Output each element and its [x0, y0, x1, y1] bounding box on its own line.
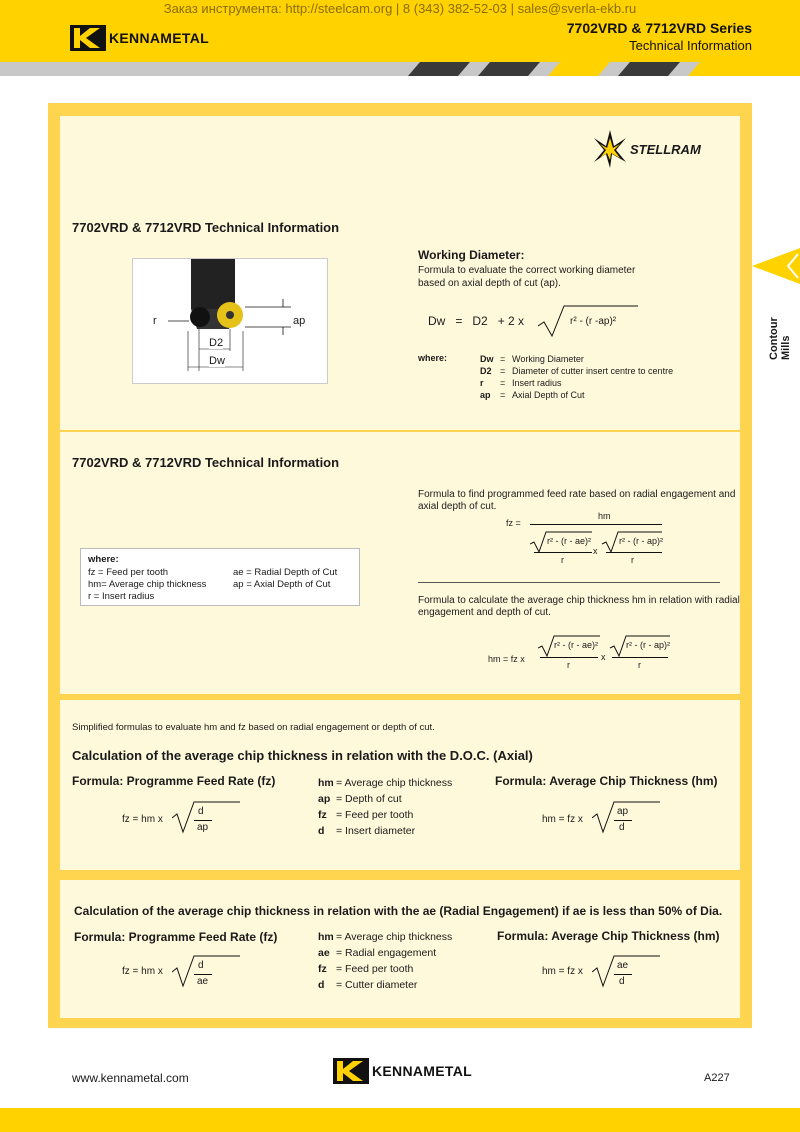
def-row	[318, 945, 452, 961]
def-desc: Diameter of cutter insert centre to centre	[512, 366, 674, 376]
den-r: r	[638, 660, 641, 670]
def-symbol: ae	[318, 947, 330, 959]
radial-right-formula: hm = fz x	[542, 966, 583, 977]
chip-desc-1: Formula to calculate the average chip thickness hm in relation with radial	[418, 595, 740, 606]
def-desc: = Radial engagement	[336, 947, 437, 959]
root-ap: r² - (r - ap)²	[626, 640, 670, 650]
kennametal-mark-icon	[333, 1058, 369, 1084]
divider	[418, 582, 720, 583]
side-tab-arrow	[752, 248, 800, 284]
diagram-ap-label: ap	[293, 315, 306, 327]
fraction-bar	[614, 974, 632, 975]
working-diameter-title: Working Diameter:	[418, 248, 525, 262]
simplified-intro: Simplified formulas to evaluate hm and fz based on radial engagement or depth of cut.	[72, 722, 435, 733]
stellram-logo	[592, 128, 701, 170]
radial-right-head: Formula: Average Chip Thickness (hm)	[497, 929, 720, 943]
where-left-defs	[88, 567, 206, 603]
stellram-label: STELLRAM	[630, 141, 701, 157]
brand-name: KENNAMETAL	[109, 30, 209, 46]
fz-label: fz =	[506, 518, 521, 528]
formula-eq: =	[455, 314, 463, 328]
where-def: fz = Feed per tooth	[88, 567, 169, 578]
def-row	[480, 365, 673, 377]
def-desc: = Insert diameter	[336, 825, 416, 837]
fraction-bar	[606, 552, 662, 553]
radial-left-formula: fz = hm x	[122, 966, 163, 977]
times-sign: x	[593, 546, 598, 556]
def-desc: = Cutter diameter	[336, 979, 418, 991]
axial-left-head: Formula: Programme Feed Rate (fz)	[72, 774, 276, 788]
footer-brand: KENNAMETAL	[372, 1063, 472, 1079]
footer-bar	[0, 1108, 800, 1132]
working-desc-1: Formula to evaluate the correct working diameter	[418, 265, 636, 276]
radial-left-den: ae	[197, 976, 209, 987]
fraction-bar	[194, 820, 212, 821]
def-row	[318, 775, 452, 791]
def-desc: = Average chip thickness	[336, 931, 453, 943]
def-symbol: fz	[318, 809, 327, 821]
radial-right-den: d	[619, 976, 625, 987]
where-right-defs	[233, 567, 337, 591]
den-r: r	[567, 660, 570, 670]
def-eq: =	[500, 378, 506, 388]
axial-title: Calculation of the average chip thickness in relation with the D.O.C. (Axial)	[72, 748, 533, 763]
def-eq: =	[500, 366, 506, 376]
def-symbol: r	[480, 378, 484, 388]
def-symbol: d	[318, 979, 325, 991]
where-def: hm= Average chip thickness	[88, 579, 207, 590]
axial-left-den: ap	[197, 822, 209, 833]
den-r: r	[561, 555, 564, 565]
where-box-label: where:	[88, 554, 119, 565]
fraction-bar	[194, 974, 212, 975]
diagram-r-label: r	[153, 315, 157, 327]
def-symbol: Dw	[480, 354, 494, 364]
def-desc: Working Diameter	[512, 354, 584, 364]
def-desc: = Average chip thickness	[336, 777, 453, 789]
where-label: where:	[418, 353, 448, 363]
def-symbol: hm	[318, 777, 334, 789]
radial-title: Calculation of the average chip thickness in relation with the ae (Radial Engagement) if ae is less than 50% of Dia.	[74, 904, 723, 918]
root-ae: r² - (r - ae)²	[547, 536, 591, 546]
diagram-dw-label: Dw	[209, 355, 225, 367]
side-tab-label: Contour Mills	[768, 317, 792, 360]
insert-diagram	[132, 258, 328, 384]
working-diameter-formula	[428, 314, 524, 328]
working-desc-2: based on axial depth of cut (ap).	[418, 278, 561, 289]
axial-right-head: Formula: Average Chip Thickness (hm)	[495, 774, 718, 788]
def-desc: = Depth of cut	[336, 793, 402, 805]
formula-d2: D2	[472, 314, 488, 328]
def-row	[480, 389, 673, 401]
footer-url[interactable]: www.kennametal.com	[72, 1071, 189, 1085]
axial-left-formula: fz = hm x	[122, 814, 163, 825]
chip-desc-2: engagement and depth of cut.	[418, 607, 551, 618]
series-subtitle: Technical Information	[629, 38, 752, 53]
def-row	[318, 807, 452, 823]
feed-desc-2: axial depth of cut.	[418, 501, 497, 512]
def-row	[318, 791, 452, 807]
feed-fraction-bar	[530, 524, 662, 525]
root-ap: r² - (r - ap)²	[619, 536, 663, 546]
feed-desc-1: Formula to find programmed feed rate based on radial engagement and	[418, 489, 736, 500]
formula-plus: + 2 x	[497, 314, 525, 328]
hm-numerator: hm	[598, 511, 611, 521]
def-symbol: ap	[318, 793, 331, 805]
def-eq: =	[500, 390, 506, 400]
def-symbol: ap	[480, 390, 491, 400]
radial-right-num: ae	[617, 960, 629, 971]
def-row	[318, 823, 452, 839]
axial-left-num: d	[198, 806, 204, 817]
fraction-bar	[534, 552, 592, 553]
kennametal-mark-icon	[70, 25, 106, 51]
axial-defs	[318, 775, 452, 839]
formula-dw: Dw	[428, 314, 446, 328]
def-symbol: D2	[480, 366, 492, 376]
stellram-star-icon	[592, 128, 628, 170]
def-row	[480, 353, 673, 365]
diagram-d2-label: D2	[209, 337, 224, 349]
def-symbol: fz	[318, 963, 327, 975]
def-symbol: hm	[318, 931, 334, 943]
radial-left-head: Formula: Programme Feed Rate (fz)	[74, 930, 278, 944]
def-symbol: d	[318, 825, 325, 837]
contact-line: Заказ инструмента: http://steelcam.org | 8 (343) 382-52-03 | sales@sverla-ekb.ru	[163, 1, 637, 16]
radial-left-num: d	[198, 960, 204, 971]
footer-logo	[333, 1058, 472, 1084]
axial-right-den: d	[619, 822, 625, 833]
axial-right-formula: hm = fz x	[542, 814, 583, 825]
def-eq: =	[500, 354, 506, 364]
root-ae: r² - (r - ae)²	[554, 640, 598, 650]
def-row	[318, 977, 452, 993]
hm-label: hm = fz x	[488, 654, 525, 664]
radial-defs	[318, 929, 452, 993]
where-def: r = Insert radius	[88, 591, 155, 602]
def-desc: = Feed per tooth	[336, 809, 414, 821]
formula-root: r² - (r -ap)²	[570, 316, 617, 327]
page-number: A227	[704, 1072, 730, 1084]
fraction-bar	[540, 657, 598, 658]
def-desc: = Feed per tooth	[336, 963, 414, 975]
axial-right-num: ap	[617, 806, 629, 817]
def-row	[318, 929, 452, 945]
series-title: 7702VRD & 7712VRD Series	[566, 20, 752, 36]
kennametal-logo	[70, 25, 209, 51]
times-sign: x	[601, 652, 606, 662]
def-desc: Insert radius	[512, 378, 562, 388]
fraction-bar	[614, 820, 632, 821]
where-def: ae = Radial Depth of Cut	[233, 567, 338, 578]
header-stripes	[0, 62, 800, 76]
section1-title: 7702VRD & 7712VRD Technical Information	[72, 220, 340, 235]
def-desc: Axial Depth of Cut	[512, 390, 585, 400]
where-def: ap = Axial Depth of Cut	[233, 579, 331, 590]
section2-title: 7702VRD & 7712VRD Technical Information	[72, 455, 340, 470]
working-defs	[480, 353, 673, 401]
den-r: r	[631, 555, 634, 565]
def-row	[480, 377, 673, 389]
def-row	[318, 961, 452, 977]
fraction-bar	[612, 657, 668, 658]
where-box	[80, 548, 360, 606]
